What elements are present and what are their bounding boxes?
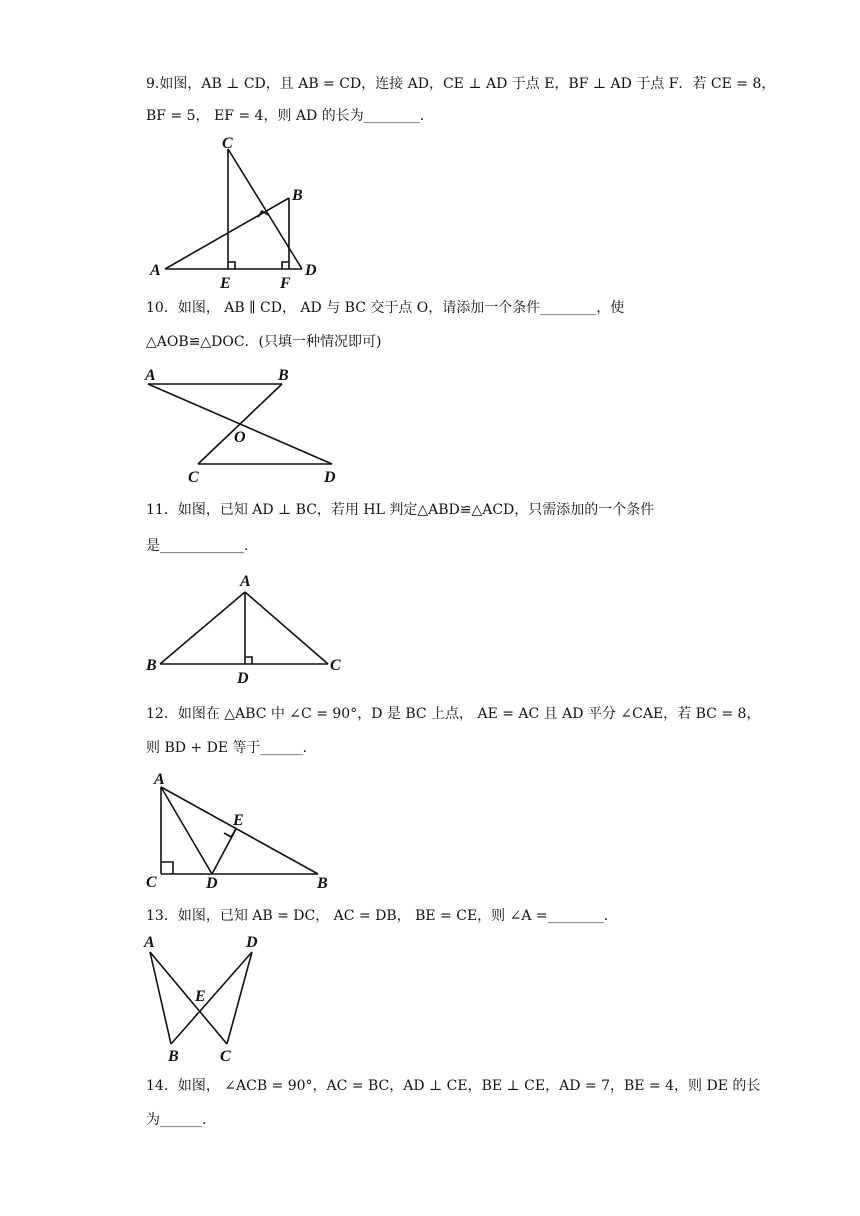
label-d: D bbox=[237, 670, 249, 687]
segment-ab bbox=[160, 592, 245, 664]
label-c: C bbox=[330, 657, 341, 674]
label-a: A bbox=[145, 367, 156, 384]
label-c: C bbox=[220, 1048, 231, 1065]
segment-bc bbox=[198, 384, 282, 464]
label-e: E bbox=[220, 275, 231, 292]
question-10-line-1: 10．如图， AB ∥ CD， AD 与 BC 交于点 O，请添加一个条件________，使 bbox=[146, 300, 625, 316]
question-14-line-2: 为______. bbox=[146, 1112, 207, 1128]
label-e: E bbox=[233, 812, 244, 829]
question-12-line-1: 12．如图在 △ABC 中 ∠C = 90°，D 是 BC 上点， AE = AC 且 AD 平分 ∠CAE，若 BC = 8， bbox=[146, 706, 761, 722]
label-e: E bbox=[195, 988, 206, 1005]
label-b: B bbox=[317, 875, 328, 892]
question-10-line-2: △AOB≌△DOC．(只填一种情况即可) bbox=[146, 334, 382, 350]
label-c: C bbox=[146, 874, 157, 891]
label-a: A bbox=[240, 573, 251, 590]
figure-10 bbox=[140, 360, 350, 490]
segment-ac bbox=[150, 952, 227, 1044]
figure-9 bbox=[140, 128, 340, 292]
question-11-line-1: 11．如图，已知 AD ⊥ BC，若用 HL 判定△ABD≌△ACD，只需添加的一个条件 bbox=[146, 502, 655, 518]
label-c: C bbox=[222, 135, 233, 152]
label-b: B bbox=[292, 187, 303, 204]
label-o: O bbox=[234, 429, 246, 446]
segment-ab bbox=[165, 198, 289, 269]
segment-ac bbox=[245, 592, 328, 664]
right-angle-f bbox=[282, 262, 289, 269]
label-c: C bbox=[188, 469, 199, 486]
segment-ab bbox=[161, 787, 318, 874]
question-12-line-2: 则 BD + DE 等于______. bbox=[146, 740, 307, 756]
figure-12 bbox=[140, 770, 340, 890]
question-9-line-1: 9.如图，AB ⊥ CD，且 AB = CD，连接 AD，CE ⊥ AD 于点 E，BF ⊥ AD 于点 F．若 CE = 8， bbox=[146, 76, 776, 92]
label-b: B bbox=[168, 1048, 179, 1065]
right-angle-e bbox=[228, 262, 235, 269]
segment-ab bbox=[150, 952, 171, 1044]
question-11-line-2: 是____________. bbox=[146, 538, 249, 554]
right-angle-e bbox=[224, 829, 236, 837]
figure-13 bbox=[140, 930, 280, 1070]
question-9-line-2: BF = 5， EF = 4，则 AD 的长为________． bbox=[146, 108, 434, 124]
label-b: B bbox=[146, 657, 157, 674]
label-a: A bbox=[150, 262, 161, 279]
label-d: D bbox=[305, 262, 317, 279]
question-14-line-1: 14．如图， ∠ACB = 90°，AC = BC，AD ⊥ CE，BE ⊥ CE，AD = 7，BE = 4，则 DE 的长 bbox=[146, 1078, 761, 1094]
label-a: A bbox=[154, 771, 165, 788]
label-d: D bbox=[246, 934, 258, 951]
figure-11 bbox=[140, 570, 350, 690]
segment-ad bbox=[161, 787, 212, 874]
segment-cd bbox=[228, 149, 302, 269]
label-a: A bbox=[144, 934, 155, 951]
label-f: F bbox=[280, 275, 291, 292]
label-b: B bbox=[278, 367, 289, 384]
label-d: D bbox=[206, 875, 218, 892]
right-angle-c bbox=[161, 862, 173, 874]
label-d: D bbox=[324, 469, 336, 486]
question-13-line-1: 13．如图，已知 AB = DC， AC = DB， BE = CE，则 ∠A =________. bbox=[146, 908, 609, 924]
right-angle-d bbox=[245, 657, 252, 664]
